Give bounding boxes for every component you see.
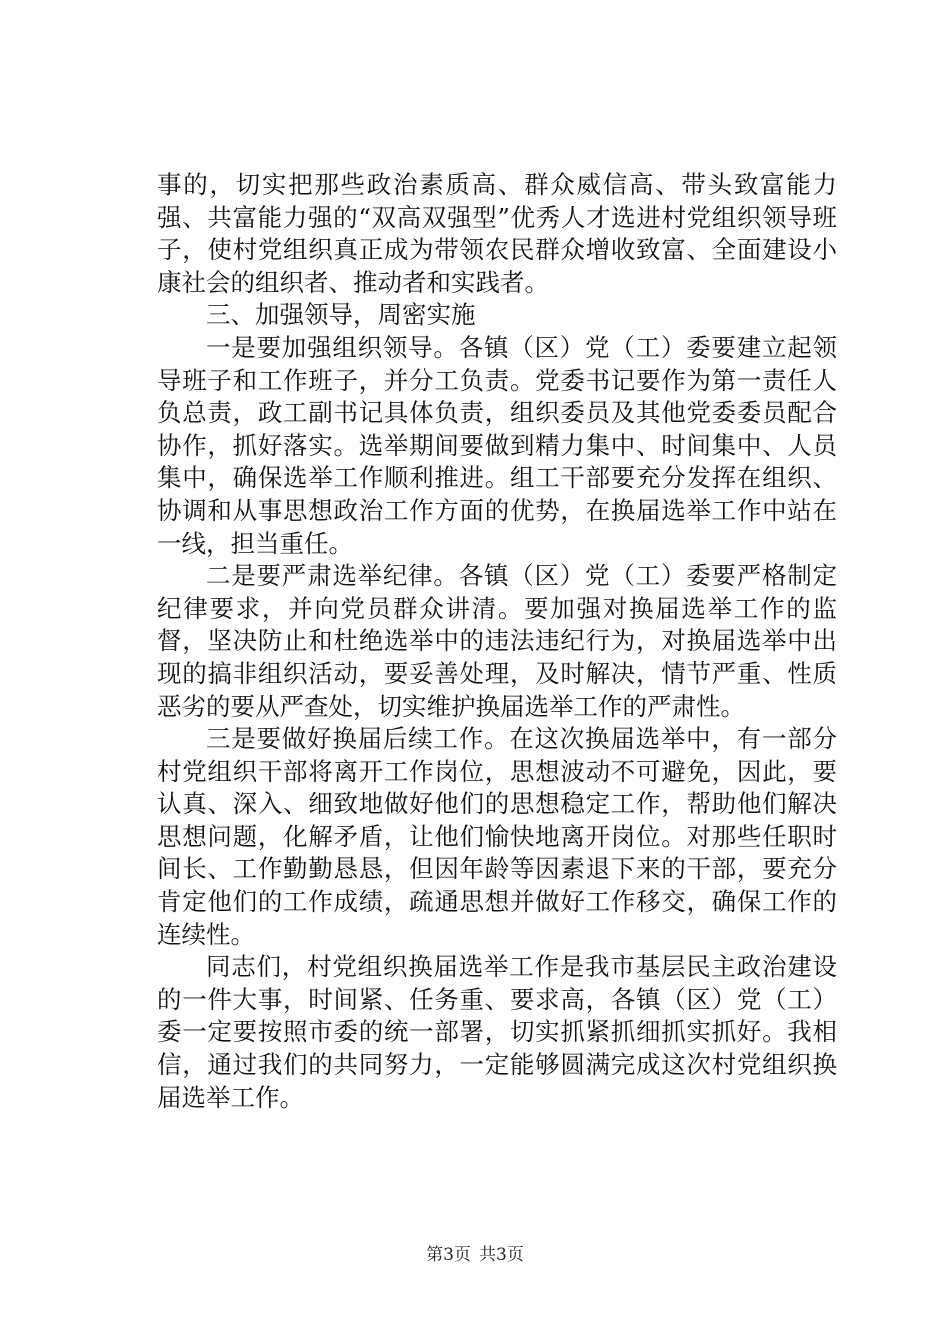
paragraph-follow-up-work: 三是要做好换届后续工作。在这次换届选举中，有一部分村党组织干部将离开工作岗位，思想波动不可避免，因此，要认真、深入、细致地做好他们的思想稳定工作，帮助他们解决思想问题，化解矛盾，让他们愉快地离开岗位。对那些任职时间长、工作勤勤恳恳，但因年龄等因素退下来的干部，要充分肯定他们的工作成绩，疏通思想并做好工作移交，确保工作的连续性。 — [157, 724, 837, 949]
page-number: 第3页 — [426, 1245, 471, 1265]
section-heading-3: 三、加强领导，周密实施 — [206, 300, 476, 330]
paragraph-closing: 同志们，村党组织换届选举工作是我市基层民主政治建设的一件大事，时间紧、任务重、要求高，各镇（区）党（工）委一定要按照市委的统一部署，切实抓紧抓细抓实抓好。我相信，通过我们的共同努力，一定能够圆满完成这次村党组织换届选举工作。 — [157, 952, 837, 1112]
paragraph-continuation: 事的，切实把那些政治素质高、群众威信高、带头致富能力强、共富能力强的“双高双强型”优秀人才选进村党组织领导班子，使村党组织真正成为带领农民群众增收致富、全面建设小康社会的组织者、推动者和实践者。 — [157, 170, 837, 297]
paragraph-organization-leadership: 一是要加强组织领导。各镇（区）党（工）委要建立起领导班子和工作班子，并分工负责。党委书记要作为第一责任人负总责，政工副书记具体负责，组织委员及其他党委委员配合协作，抓好落实。选举期间要做到精力集中、时间集中、人员集中，确保选举工作顺利推进。组工干部要充分发挥在组织、协调和从事思想政治工作方面的优势，在换届选举工作中站在一线，担当重任。 — [157, 332, 837, 558]
paragraph-election-discipline: 二是要严肃选举纪律。各镇（区）党（工）委要严格制定纪律要求，并向党员群众讲清。要加强对换届选举工作的监督，坚决防止和杜绝选举中的违法违纪行为，对换届选举中出现的搞非组织活动，要妥善处理，及时解决，情节严重、性质恶劣的要从严查处，切实维护换届选举工作的严肃性。 — [157, 561, 837, 721]
page-footer — [0, 1240, 950, 1265]
page-total: 共3页 — [479, 1245, 524, 1265]
document-body — [157, 169, 837, 1114]
